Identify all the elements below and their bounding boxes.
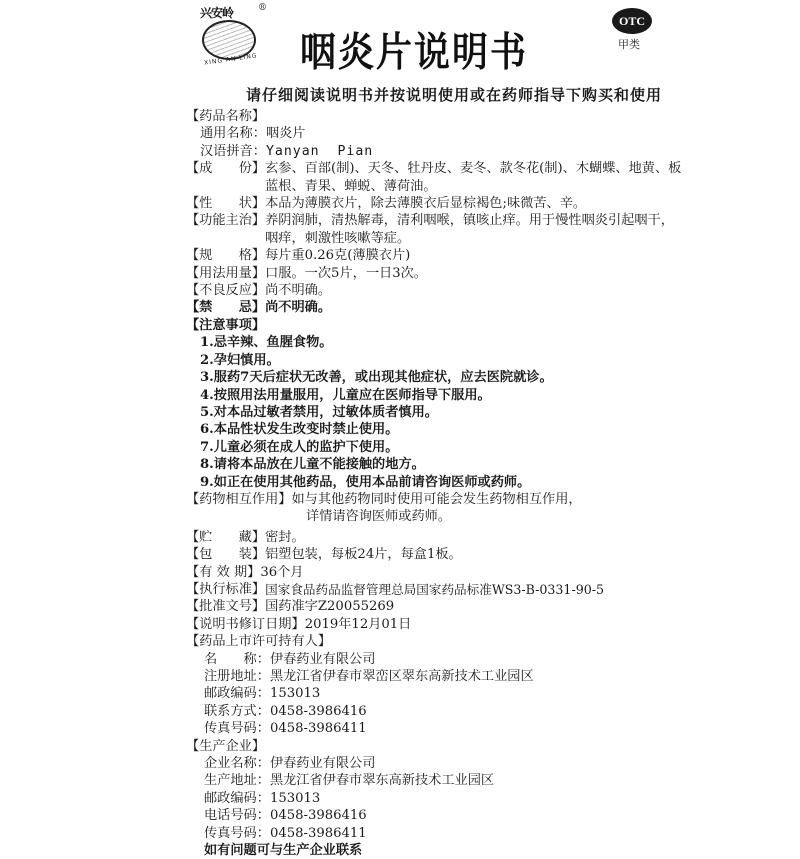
approval-label: 【批准文号】 <box>186 599 266 615</box>
interactions-row <box>186 491 686 508</box>
manufacturer-label: 【生产企业】 <box>186 738 266 754</box>
precautions-section <box>186 317 686 334</box>
interactions-line1: 如与其他药物同时使用可能会发生药物相互作用， <box>291 491 582 507</box>
adverse-reactions-label: 【不良反应】 <box>186 283 266 299</box>
indications-label: 【功能主治】 <box>186 213 266 229</box>
otc-badge: OTC <box>612 8 652 34</box>
insert-body <box>186 108 686 859</box>
ingredients-label: 【成 份】 <box>186 161 266 177</box>
interactions-continuation <box>186 508 686 525</box>
pinyin-label: 汉语拼音： <box>200 143 266 159</box>
field-label: 邮政编码： <box>204 790 270 806</box>
indications-row <box>186 212 686 247</box>
manufacturer-field <box>204 772 686 789</box>
generic-name-row <box>186 125 686 142</box>
precautions-list <box>186 334 686 491</box>
license-holder-section <box>186 633 686 650</box>
validity-label: 【有 效 期】 <box>186 564 261 580</box>
standard-value: 国家食品药品监督管理总局国家药品标准WS3-B-0331-90-5 <box>265 581 604 597</box>
pinyin-value: Yanyan Pian <box>265 143 374 159</box>
field-label: 企业名称： <box>204 756 270 772</box>
dosage-label: 【用法用量】 <box>186 265 266 281</box>
revision-value: 2019年12月01日 <box>304 616 412 632</box>
specification-row <box>186 247 686 264</box>
field-value: 黑龙江省伊春市翠峦区翠东高新技术工业园区 <box>269 669 534 684</box>
validity-row <box>186 564 686 581</box>
manufacturer-field <box>204 755 686 772</box>
standard-label: 【执行标准】 <box>186 581 266 597</box>
description-label: 【性 状】 <box>186 196 266 212</box>
approval-value: 国药准字Z20055269 <box>265 599 395 615</box>
field-label: 电话号码： <box>204 808 270 824</box>
adverse-reactions-value: 尚不明确。 <box>265 283 332 299</box>
field-value: 黑龙江省伊春市翠东高新技术工业园区 <box>269 773 495 789</box>
specification-label: 【规 格】 <box>186 248 266 264</box>
field-value: 0458-3986416 <box>269 808 367 824</box>
brand-logo-text: 兴安岭 <box>200 6 234 20</box>
field-label: 邮政编码： <box>204 686 270 702</box>
field-label: 传真号码： <box>204 825 270 841</box>
precaution-item: 5.对本品过敏者禁用，过敏体质者慎用。 <box>200 404 438 420</box>
field-label: 生产地址： <box>204 773 270 789</box>
storage-label: 【贮 藏】 <box>186 529 266 545</box>
section-label: 【药品名称】 <box>186 109 266 124</box>
approval-row <box>186 598 686 615</box>
packaging-label: 【包 装】 <box>186 547 266 563</box>
brand-logo <box>198 3 270 67</box>
dosage-row <box>186 265 686 282</box>
contraindications-value: 尚不明确。 <box>265 300 332 316</box>
registered-mark-icon: ® <box>258 3 267 13</box>
storage-value: 密封。 <box>265 529 305 545</box>
packaging-row <box>186 546 686 563</box>
pinyin-row <box>186 143 686 160</box>
ingredients-row <box>186 160 686 195</box>
manufacturer-field <box>204 790 686 807</box>
field-label: 传真号码： <box>204 721 270 737</box>
manufacturer-field <box>204 807 686 824</box>
usage-notice: 请仔细阅读说明书并按说明使用或在药师指导下购买和使用 <box>246 86 663 104</box>
field-label: 联系方式： <box>204 703 270 719</box>
otc-class-label: 甲类 <box>618 38 640 51</box>
brand-logo-subtitle: XING AN LING <box>203 52 258 67</box>
packaging-value: 铝塑包装，每板24片，每盒1板。 <box>265 547 462 563</box>
ingredients-value: 玄参、百部(制)、天冬、牡丹皮、麦冬、款冬花(制)、木蝴蝶、地黄、板蓝根、青果、蝉蜕、薄荷油。 <box>265 161 682 194</box>
field-value: 0458-3986411 <box>269 825 367 841</box>
validity-value: 36个月 <box>260 564 304 580</box>
manufacturer-section <box>186 738 686 755</box>
field-label: 注册地址： <box>204 669 270 684</box>
license-holder-field <box>204 720 686 737</box>
precautions-label: 【注意事项】 <box>186 317 266 333</box>
field-value: 153013 <box>269 790 321 806</box>
manufacturer-field <box>204 825 686 842</box>
field-label: 名 称： <box>204 651 270 667</box>
precaution-item: 8.请将本品放在儿童不能接触的地方。 <box>200 457 425 473</box>
revision-row <box>186 616 686 633</box>
contact-footer: 如有问题可与生产企业联系 <box>204 843 363 859</box>
license-holder-fields <box>186 651 686 738</box>
precaution-item: 6.本品性状发生改变时禁止使用。 <box>200 422 399 438</box>
description-value: 本品为薄膜衣片，除去薄膜衣后显棕褐色;味微苦、辛。 <box>265 196 587 212</box>
precaution-item: 9.如正在使用其他药品，使用本品前请咨询医师或药师。 <box>200 474 531 490</box>
drug-name-section <box>186 108 686 125</box>
precaution-item: 3.服药7天后症状无改善，或出现其他症状，应去医院就诊。 <box>200 370 553 386</box>
field-value: 伊春药业有限公司 <box>269 756 376 772</box>
precaution-item: 1.忌辛辣、鱼腥食物。 <box>200 335 333 351</box>
contraindications-row <box>186 299 686 316</box>
standard-row <box>186 581 686 598</box>
field-value: 0458-3986411 <box>269 721 367 737</box>
indications-value: 养阴润肺，清热解毒，清利咽喉，镇咳止痒。用于慢性咽炎引起咽干，咽痒，刺激性咳嗽等症。 <box>265 213 674 246</box>
precaution-item: 7.儿童必须在成人的监护下使用。 <box>200 439 399 455</box>
description-row <box>186 195 686 212</box>
field-value: 伊春药业有限公司 <box>269 651 376 667</box>
field-value: 0458-3986416 <box>269 703 367 719</box>
interactions-label: 【药物相互作用】 <box>186 491 292 507</box>
contraindications-label: 【禁 忌】 <box>186 300 266 316</box>
document-title: 咽炎片说明书 <box>300 30 529 76</box>
precaution-item: 4.按照用法用量服用，儿童应在医师指导下服用。 <box>200 387 491 403</box>
manufacturer-fields <box>186 755 686 859</box>
generic-name-value: 咽炎片 <box>265 126 306 142</box>
generic-name-label: 通用名称： <box>200 126 266 142</box>
license-holder-label: 【药品上市许可持有人】 <box>186 634 332 650</box>
revision-label: 【说明书修订日期】 <box>186 616 305 632</box>
license-holder-field <box>204 668 686 685</box>
field-value: 153013 <box>269 686 321 702</box>
license-holder-field <box>204 685 686 702</box>
specification-value: 每片重0.26克(薄膜衣片) <box>265 248 411 264</box>
storage-row <box>186 529 686 546</box>
interactions-line2: 详情请咨询医师或药师。 <box>306 509 452 525</box>
license-holder-field <box>204 651 686 668</box>
license-holder-field <box>204 703 686 720</box>
dosage-value: 口服。一次5片，一日3次。 <box>265 265 427 281</box>
precaution-item: 2.孕妇慎用。 <box>200 352 280 368</box>
adverse-reactions-row <box>186 282 686 299</box>
